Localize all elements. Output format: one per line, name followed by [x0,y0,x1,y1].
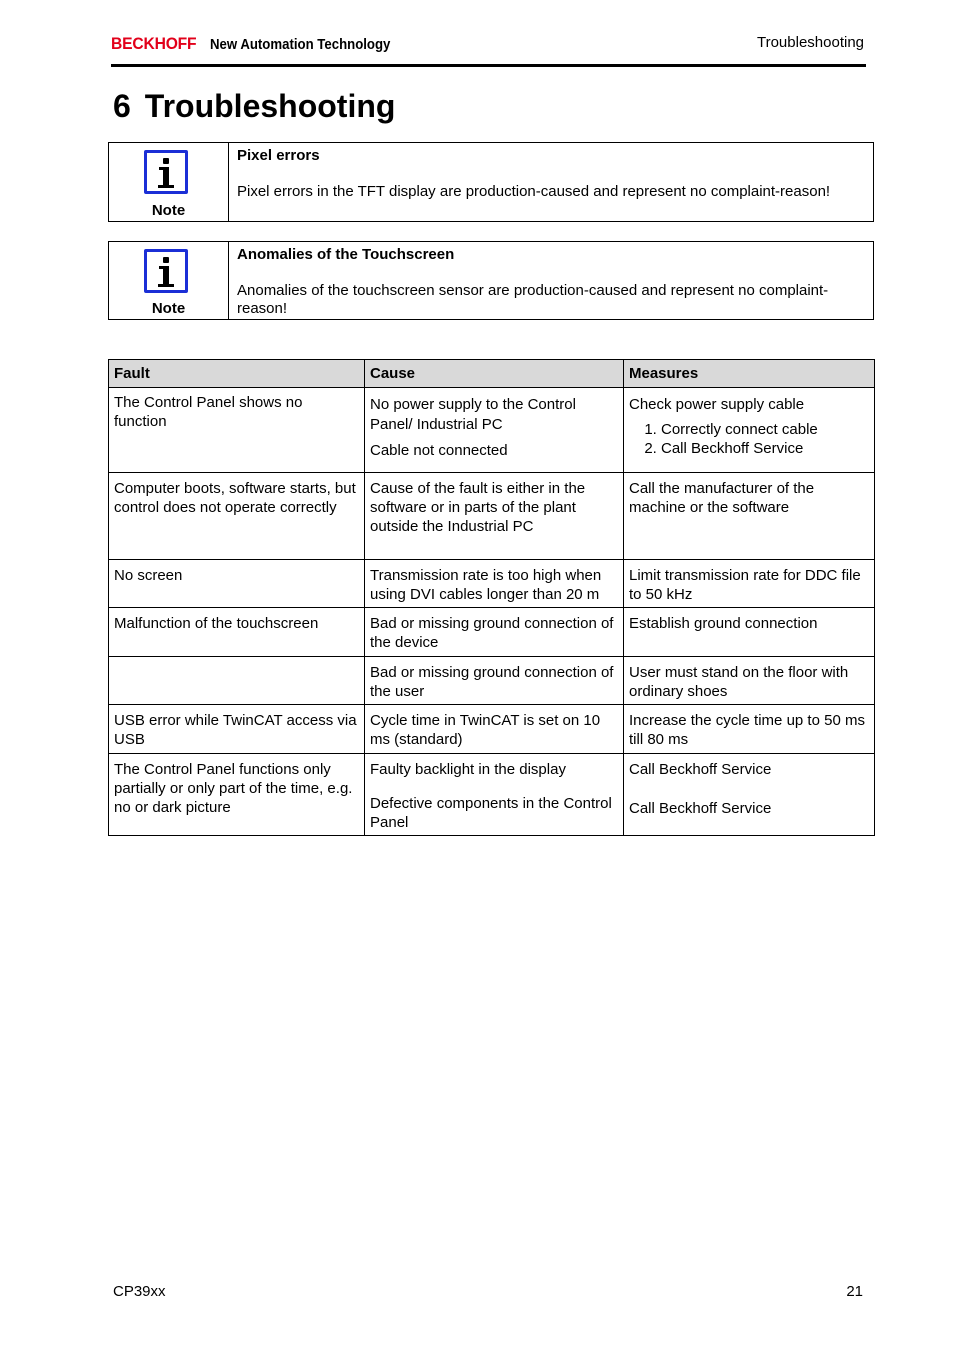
measures-cell [624,754,875,836]
cause-text: Bad or missing ground connection of the user [370,664,614,700]
brand-name: BECKHOFF [111,34,197,53]
measures-text: Check power supply cable [629,396,805,413]
list-item: 2. Call Beckhoff Service [661,439,869,458]
column-header-measures: Measures [624,360,875,388]
fault-cell [109,473,365,560]
fault-text: USB error while TwinCAT access via USB [114,712,357,748]
fault-text: Malfunction of the touchscreen [114,615,319,632]
chapter-title: Troubleshooting [144,88,396,124]
measures-cell [624,608,875,657]
table-row [109,473,875,560]
table-row [109,705,875,754]
table-row [109,657,875,705]
note-body [229,143,838,221]
column-header-fault: Fault [109,360,365,388]
footer-product: CP39xx [113,1283,166,1300]
cause-cell [365,473,624,560]
cause-cell [365,754,624,836]
header-section-name: Troubleshooting [756,34,864,51]
fault-cell [109,608,365,657]
note-heading: Anomalies of the Touchscreen [237,246,455,263]
measures-text: Call Beckhoff Service [629,761,772,778]
brand-tagline: New Automation Technology [210,36,391,53]
cause-text: Cause of the fault is either in the software or in parts of the plant outside the Industrial PC [370,480,586,535]
measures-cell [624,388,875,473]
fault-text: Computer boots, software starts, but control does not operate correctly [114,480,356,516]
cause-text: No power supply to the Control Panel/ Industrial PC [370,396,576,433]
page-title [113,88,395,125]
cause-text: Cycle time in TwinCAT is set on 10 ms (standard) [370,712,601,748]
chapter-number: 6 [113,88,131,124]
note-label: Note [151,202,186,219]
info-icon [144,249,188,293]
measures-steps-list [629,420,869,458]
cause-text: Bad or missing ground connection of the device [370,615,614,651]
info-icon [144,150,188,194]
page-header [111,30,866,67]
cause-cell [365,608,624,657]
note-text: Pixel errors in the TFT display are production-caused and represent no complaint-reason! [237,183,831,200]
fault-cell [109,754,365,836]
fault-cell [109,560,365,608]
cause-text: Transmission rate is too high when using DVI cables longer than 20 m [370,567,602,603]
cause-cell [365,560,624,608]
measures-text: Limit transmission rate for DDC file to 50 kHz [629,567,861,603]
note-heading: Pixel errors [237,147,320,164]
cause-text: Defective components in the Control Panel [370,795,612,831]
brand-logo [111,34,415,54]
footer-page-number: 21 [846,1283,863,1300]
fault-text: The Control Panel shows no function [114,394,303,430]
note-text: Anomalies of the touchscreen sensor are production-caused and represent no complaint-reason! [237,282,829,317]
table-row [109,754,875,836]
measures-text: Establish ground connection [629,615,818,632]
measures-cell [624,657,875,705]
note-box-touchscreen [108,241,874,320]
fault-cell [109,657,365,705]
cause-cell [365,388,624,473]
list-item: 1. Correctly connect cable [661,420,869,439]
measures-text: User must stand on the floor with ordinary shoes [629,664,849,700]
note-label: Note [151,300,186,317]
table-row [109,608,875,657]
note-body [229,242,873,319]
measures-cell [624,473,875,560]
note-box-pixel-errors [108,142,874,222]
troubleshooting-table [108,359,875,836]
cause-cell [365,657,624,705]
measures-text: Call Beckhoff Service [629,800,772,817]
table-row [109,560,875,608]
fault-cell [109,388,365,473]
fault-cell [109,705,365,754]
fault-text: No screen [114,567,183,584]
cause-cell [365,705,624,754]
note-icon-cell [109,143,229,221]
note-icon-cell [109,242,229,319]
table-header-row [109,360,875,388]
cause-text: Cable not connected [370,442,508,459]
measures-text: Call the manufacturer of the machine or the software [629,480,815,516]
measures-cell [624,705,875,754]
column-header-cause: Cause [365,360,624,388]
measures-text: Increase the cycle time up to 50 ms till 80 ms [629,712,865,748]
fault-text: The Control Panel functions only partially or only part of the time, e.g. no or dark picture [114,761,353,816]
cause-text: Faulty backlight in the display [370,761,566,778]
table-row [109,388,875,473]
measures-cell [624,560,875,608]
